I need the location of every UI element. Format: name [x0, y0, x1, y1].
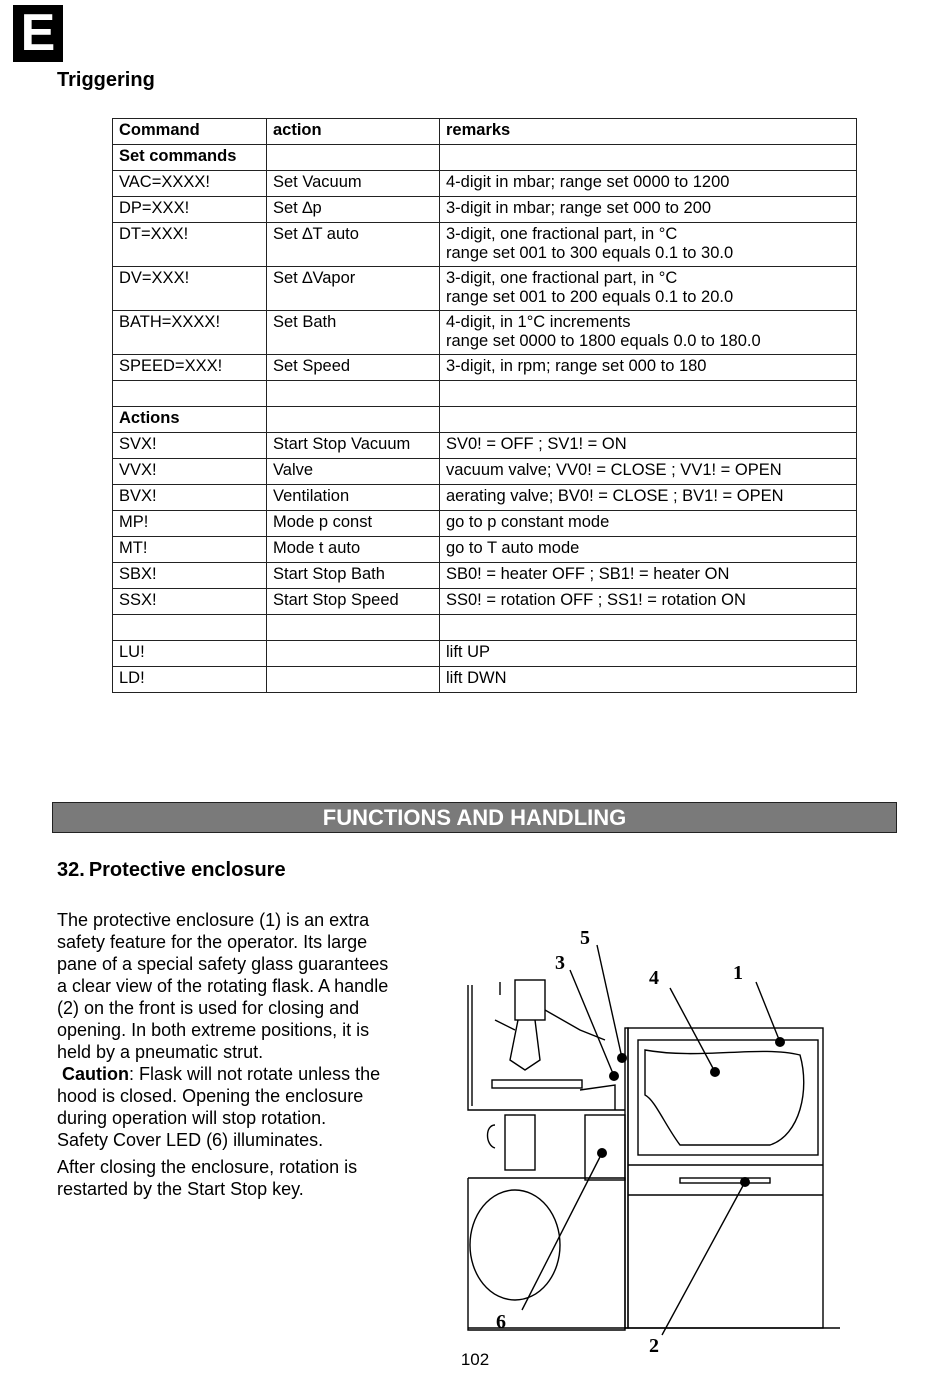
table-cell: DT=XXX! — [113, 223, 267, 267]
table-row — [113, 589, 857, 615]
table-cell: VVX! — [113, 459, 267, 485]
table-cell — [267, 615, 440, 641]
table-cell: Start Stop Bath — [267, 563, 440, 589]
remark-line: 3-digit, one fractional part, in °C — [446, 225, 678, 243]
table-cell — [113, 381, 267, 407]
table-cell — [267, 641, 440, 667]
table-cell — [440, 615, 857, 641]
table-cell: Set ∆T auto — [267, 223, 440, 267]
condenser — [515, 980, 545, 1020]
paragraph-led: Safety Cover LED (6) illuminates. — [57, 1130, 324, 1150]
table-cell: 3-digit in mbar; range set 000 to 200 — [440, 197, 857, 223]
table-row — [113, 563, 857, 589]
subsection-number: 32. — [57, 859, 85, 881]
callout-label-2: 2 — [649, 1335, 659, 1357]
table-cell — [267, 381, 440, 407]
table-cell: Start Stop Speed — [267, 589, 440, 615]
table-cell: SBX! — [113, 563, 267, 589]
table-cell: Ventilation — [267, 485, 440, 511]
handle — [680, 1178, 770, 1183]
command-table — [112, 118, 857, 693]
table-cell: Set Speed — [267, 355, 440, 381]
table-cell: VAC=XXXX! — [113, 171, 267, 197]
table-cell: Start Stop Vacuum — [267, 433, 440, 459]
table-cell: SV0! = OFF ; SV1! = ON — [440, 433, 857, 459]
table-row — [113, 267, 857, 311]
table-cell: MP! — [113, 511, 267, 537]
table-cell — [267, 145, 440, 171]
subsection-heading — [57, 859, 286, 882]
table-header-cell: action — [267, 119, 440, 145]
table-blank-row — [113, 615, 857, 641]
table-cell: SB0! = heater OFF ; SB1! = heater ON — [440, 563, 857, 589]
table-cell: 4-digit in mbar; range set 0000 to 1200 — [440, 171, 857, 197]
table-cell: aerating valve; BV0! = CLOSE ; BV1! = OPEN — [440, 485, 857, 511]
language-tab-e: E — [13, 5, 63, 62]
table-cell: Set ∆Vapor — [267, 267, 440, 311]
table-cell: BVX! — [113, 485, 267, 511]
table-row — [113, 485, 857, 511]
table-cell: go to p constant mode — [440, 511, 857, 537]
table-cell: SVX! — [113, 433, 267, 459]
page-number: 102 — [460, 1350, 490, 1369]
table-cell — [267, 407, 440, 433]
table-cell: Set Bath — [267, 311, 440, 355]
body-text — [57, 909, 402, 1200]
table-cell — [267, 667, 440, 693]
table-cell: SS0! = rotation OFF ; SS1! = rotation ON — [440, 589, 857, 615]
enclosure-illustration — [440, 920, 910, 1365]
paragraph-caution — [57, 1063, 402, 1129]
table-row — [113, 459, 857, 485]
table-cell: lift UP — [440, 641, 857, 667]
table-cell — [440, 407, 857, 433]
table-cell: Mode p const — [267, 511, 440, 537]
remark-line: range set 0000 to 1800 equals 0.0 to 180.0 — [446, 332, 761, 350]
callout-label-3: 3 — [555, 952, 565, 974]
paragraph-restart: After closing the enclosure, rotation is restarted by the Start Stop key. — [57, 1157, 358, 1199]
table-cell — [440, 311, 857, 355]
table-row — [113, 667, 857, 693]
table-cell — [440, 267, 857, 311]
table-cell — [440, 381, 857, 407]
table-row — [113, 641, 857, 667]
functions-banner: FUNCTIONS AND HANDLING — [52, 802, 897, 833]
table-blank-row — [113, 381, 857, 407]
table-group-row — [113, 145, 857, 171]
table-cell: DV=XXX! — [113, 267, 267, 311]
table-row — [113, 223, 857, 267]
callout-label-6: 6 — [496, 1311, 506, 1333]
callout-label-1: 1 — [733, 962, 743, 984]
table-cell: vacuum valve; VV0! = CLOSE ; VV1! = OPEN — [440, 459, 857, 485]
table-cell — [440, 223, 857, 267]
table-cell: LU! — [113, 641, 267, 667]
table-cell: LD! — [113, 667, 267, 693]
remark-line: 4-digit, in 1°C increments — [446, 313, 631, 331]
table-cell: MT! — [113, 537, 267, 563]
table-header-cell: Command — [113, 119, 267, 145]
table-row — [113, 433, 857, 459]
control-panel — [585, 1115, 625, 1180]
table-row — [113, 537, 857, 563]
table-group-row — [113, 407, 857, 433]
table-cell: Actions — [113, 407, 267, 433]
table-cell: SSX! — [113, 589, 267, 615]
remark-line: range set 001 to 300 equals 0.1 to 30.0 — [446, 244, 734, 262]
table-cell: Set Vacuum — [267, 171, 440, 197]
table-cell: go to T auto mode — [440, 537, 857, 563]
caution-text: : Flask will not rotate unless the hood is closed. Opening the enclosure during operation will stop rotation. — [57, 1064, 381, 1128]
table-row — [113, 171, 857, 197]
table-cell: Set ∆p — [267, 197, 440, 223]
table-row — [113, 511, 857, 537]
table-cell: DP=XXX! — [113, 197, 267, 223]
table-cell: SPEED=XXX! — [113, 355, 267, 381]
table-cell: BATH=XXXX! — [113, 311, 267, 355]
glass-pane — [638, 1040, 818, 1155]
table-cell: 3-digit, in rpm; range set 000 to 180 — [440, 355, 857, 381]
table-cell: Set commands — [113, 145, 267, 171]
subsection-title: Protective enclosure — [88, 859, 286, 881]
callout-label-4: 4 — [649, 967, 659, 989]
table-row — [113, 355, 857, 381]
table-cell — [113, 615, 267, 641]
paragraph-description: The protective enclosure (1) is an extra safety feature for the operator. Its large pane of a special safety glass guarantees a clear view of the rotating flask. A handle (2) on the front is used for closing and opening. In both extreme positions, it is held by a pneumatic strut. — [57, 910, 389, 1062]
table-row — [113, 197, 857, 223]
caution-label: Caution — [62, 1064, 130, 1084]
table-cell: Mode t auto — [267, 537, 440, 563]
remark-line: 3-digit, one fractional part, in °C — [446, 269, 678, 287]
callout-label-5: 5 — [580, 927, 590, 949]
table-cell: Valve — [267, 459, 440, 485]
table-header-row — [113, 119, 857, 145]
section-title: Triggering — [57, 69, 155, 91]
table-row — [113, 311, 857, 355]
receiving-flask-neck — [505, 1115, 535, 1170]
table-cell — [440, 145, 857, 171]
receiving-flask — [470, 1190, 560, 1300]
remark-line: range set 001 to 200 equals 0.1 to 20.0 — [446, 288, 734, 306]
table-header-cell: remarks — [440, 119, 857, 145]
table-cell: lift DWN — [440, 667, 857, 693]
